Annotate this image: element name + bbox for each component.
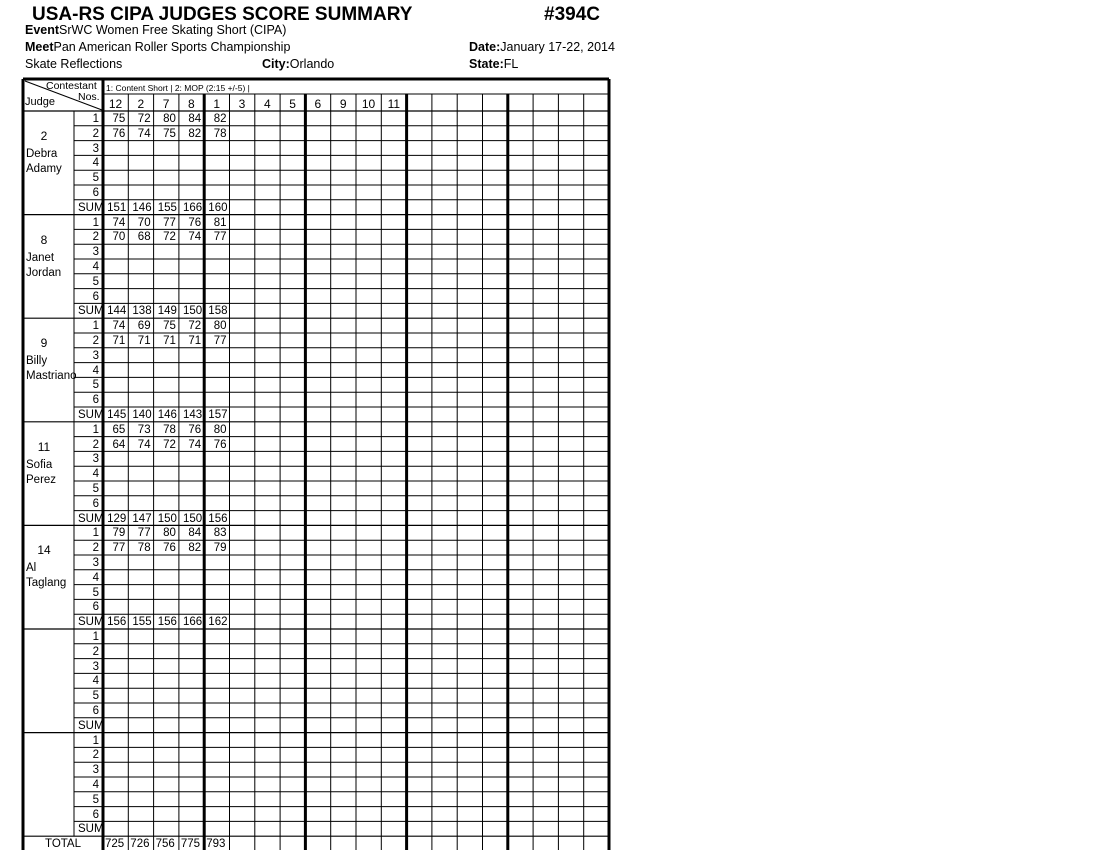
date-label: Date: (469, 40, 501, 54)
sum-row-label: SUM (78, 201, 104, 214)
total-cell: 793 (206, 838, 226, 851)
score-cell: 82 (213, 113, 227, 125)
sum-cell: 156 (208, 512, 228, 525)
date-value: January 17-22, 2014 (500, 40, 615, 54)
score-cell: 75 (112, 113, 126, 125)
sum-cell: 160 (208, 201, 228, 214)
sum-cell: 143 (183, 409, 203, 421)
contestant-number: 9 (339, 97, 347, 111)
contestant-number: 6 (314, 97, 322, 111)
row-number: 4 (92, 364, 99, 377)
score-cell: 77 (213, 231, 227, 244)
corner-contestant-label: Contestant (46, 80, 97, 92)
row-number: 2 (92, 231, 99, 244)
sum-row-label: SUM (78, 616, 104, 629)
score-cell: 80 (163, 113, 176, 125)
score-cell: 78 (213, 127, 227, 140)
score-cell: 80 (213, 423, 227, 436)
judge-last-name: Mastriano (26, 370, 77, 383)
sum-cell: 150 (183, 305, 203, 318)
sum-cell: 140 (132, 409, 152, 421)
row-number: 2 (92, 749, 99, 762)
event-value: SrWC Women Free Skating Short (CIPA) (59, 23, 287, 37)
sum-row-label: SUM (78, 305, 104, 318)
city-label: City: (262, 57, 290, 71)
contestant-number: 3 (238, 97, 246, 111)
score-cell: 74 (188, 231, 202, 244)
score-cell: 78 (163, 423, 176, 436)
score-cell: 76 (112, 127, 126, 140)
row-number: 4 (92, 468, 99, 481)
score-cell: 77 (112, 542, 126, 555)
contestant-number: 4 (263, 97, 271, 111)
score-cell: 71 (137, 335, 151, 347)
contestant-number: 11 (387, 97, 401, 111)
row-number: 3 (92, 453, 99, 466)
score-cell: 69 (137, 320, 151, 333)
row-number: 1 (92, 320, 99, 333)
contestant-number: 10 (361, 97, 376, 111)
contestant-number: 8 (188, 97, 195, 111)
row-number: 3 (92, 660, 99, 673)
score-cell: 74 (137, 438, 151, 451)
judge-last-name: Jordan (26, 266, 62, 279)
row-number: 6 (92, 705, 99, 717)
score-cell: 73 (137, 423, 151, 436)
row-number: 5 (92, 275, 99, 288)
row-number: 3 (92, 764, 99, 777)
city-value: Orlando (289, 57, 335, 71)
score-cell: 64 (112, 438, 126, 451)
sum-cell: 150 (183, 512, 203, 525)
score-cell: 77 (137, 527, 151, 540)
state-label: State: (469, 57, 504, 71)
score-cell: 83 (213, 527, 227, 540)
judge-last-name: Adamy (26, 163, 62, 175)
score-cell: 79 (112, 527, 126, 540)
score-cell: 68 (137, 231, 151, 244)
sum-cell: 146 (157, 409, 177, 421)
total-cell: 726 (130, 838, 150, 851)
judge-first-name: Janet (26, 251, 55, 264)
row-number: 4 (92, 261, 99, 273)
total-label: TOTAL (45, 838, 81, 851)
sum-cell: 158 (208, 305, 228, 318)
score-cell: 74 (112, 216, 126, 229)
event-label: Event (25, 23, 60, 37)
score-cell: 80 (163, 527, 176, 540)
row-number: 3 (92, 142, 99, 155)
row-number: 1 (92, 113, 99, 125)
sum-cell: 155 (132, 616, 152, 629)
sum-cell: 166 (183, 616, 203, 629)
contestant-number: 5 (289, 97, 296, 111)
judge-first-name: Debra (26, 148, 58, 160)
row-number: 6 (92, 497, 99, 510)
row-number: 1 (92, 216, 99, 229)
contestant-number: 1 (213, 97, 221, 111)
row-number: 1 (92, 631, 99, 643)
score-cell: 70 (137, 216, 151, 229)
score-cell: 71 (112, 335, 126, 347)
total-cell: 775 (180, 838, 201, 851)
sum-row-label: SUM (78, 823, 104, 836)
row-number: 4 (92, 779, 99, 791)
score-legend: 1: Content Short | 2: MOP (2:15 +/-5) | (106, 83, 250, 93)
row-number: 2 (92, 542, 99, 555)
score-cell: 76 (188, 216, 202, 229)
sum-cell: 150 (157, 512, 177, 525)
row-number: 3 (92, 557, 99, 569)
sum-cell: 145 (107, 409, 127, 421)
score-cell: 78 (137, 542, 151, 555)
report-code: #394C (544, 4, 600, 25)
score-cell: 71 (163, 335, 176, 347)
score-cell: 76 (188, 423, 202, 436)
score-cell: 77 (213, 335, 227, 347)
score-cell: 74 (137, 127, 151, 140)
score-cell: 72 (163, 438, 176, 451)
sum-cell: 162 (208, 616, 228, 629)
score-cell: 84 (188, 113, 202, 125)
judge-number: 2 (40, 129, 48, 143)
score-cell: 75 (163, 320, 176, 333)
row-number: 2 (92, 438, 99, 451)
score-cell: 77 (163, 216, 176, 229)
row-number: 6 (92, 394, 99, 407)
row-number: 1 (92, 527, 99, 540)
total-cell: 756 (155, 838, 175, 851)
sum-row-label: SUM (78, 409, 104, 421)
score-cell: 81 (213, 216, 227, 229)
score-cell: 70 (112, 231, 126, 244)
row-number: 3 (92, 349, 99, 362)
score-cell: 80 (213, 320, 227, 333)
row-number: 5 (92, 690, 99, 703)
score-cell: 74 (188, 438, 202, 451)
judge-number: 11 (37, 439, 51, 454)
sum-cell: 147 (132, 512, 152, 525)
contestant-number: 7 (162, 97, 170, 111)
row-number: 1 (92, 734, 99, 747)
sum-cell: 138 (132, 305, 152, 318)
total-cell: 725 (105, 838, 125, 851)
corner-nos-label: Nos. (78, 91, 100, 103)
state-value: FL (503, 57, 519, 71)
score-cell: 75 (163, 127, 176, 140)
contestant-number: 2 (137, 97, 145, 111)
contestant-number: 12 (108, 97, 123, 111)
report-title: USA-RS CIPA JUDGES SCORE SUMMARY (32, 4, 413, 25)
judge-number: 9 (40, 336, 48, 351)
row-number: 1 (92, 423, 99, 436)
row-number: 6 (92, 187, 99, 199)
corner-judge-label: Judge (25, 96, 55, 108)
row-number: 5 (92, 172, 99, 185)
score-cell: 72 (137, 113, 151, 125)
score-cell: 82 (188, 127, 202, 140)
row-number: 2 (92, 645, 99, 658)
row-number: 6 (92, 601, 99, 614)
sum-cell: 155 (157, 201, 177, 214)
judge-first-name: Sofia (26, 458, 53, 471)
row-number: 5 (92, 793, 99, 806)
row-number: 6 (92, 808, 99, 821)
score-cell: 82 (188, 542, 202, 555)
sum-row-label: SUM (78, 512, 104, 525)
judge-last-name: Perez (26, 473, 57, 486)
score-cell: 76 (163, 542, 176, 555)
judge-number: 8 (40, 232, 48, 247)
sum-cell: 156 (107, 616, 127, 629)
score-cell: 71 (188, 335, 202, 347)
score-cell: 72 (163, 231, 176, 244)
judge-last-name: Taglang (26, 577, 67, 590)
meet-label: Meet (25, 40, 54, 54)
row-number: 5 (92, 379, 99, 392)
sum-cell: 129 (107, 512, 127, 525)
sum-cell: 166 (183, 201, 203, 214)
judge-first-name: Al (26, 562, 37, 575)
judge-number: 14 (37, 543, 51, 558)
sum-cell: 149 (157, 305, 177, 318)
meet-value: Pan American Roller Sports Championship (53, 40, 291, 54)
row-number: 5 (92, 483, 99, 495)
row-number: 2 (92, 127, 99, 140)
score-cell: 84 (188, 527, 202, 540)
row-number: 4 (92, 675, 99, 688)
row-number: 4 (92, 157, 99, 170)
score-cell: 79 (213, 542, 227, 555)
sum-row-label: SUM (78, 719, 104, 732)
score-cell: 76 (213, 438, 227, 451)
sum-cell: 151 (107, 201, 127, 214)
row-number: 2 (92, 335, 99, 347)
row-number: 5 (92, 586, 99, 599)
row-number: 6 (92, 290, 99, 303)
sum-cell: 146 (132, 201, 152, 214)
score-cell: 72 (188, 320, 202, 333)
sum-cell: 156 (157, 616, 177, 629)
row-number: 3 (92, 246, 99, 259)
row-number: 4 (92, 571, 99, 584)
score-cell: 65 (112, 423, 126, 436)
score-cell: 74 (112, 320, 126, 333)
sum-cell: 144 (107, 305, 127, 318)
judge-first-name: Billy (26, 355, 48, 368)
club-name: Skate Reflections (25, 57, 123, 71)
sum-cell: 157 (208, 409, 228, 421)
